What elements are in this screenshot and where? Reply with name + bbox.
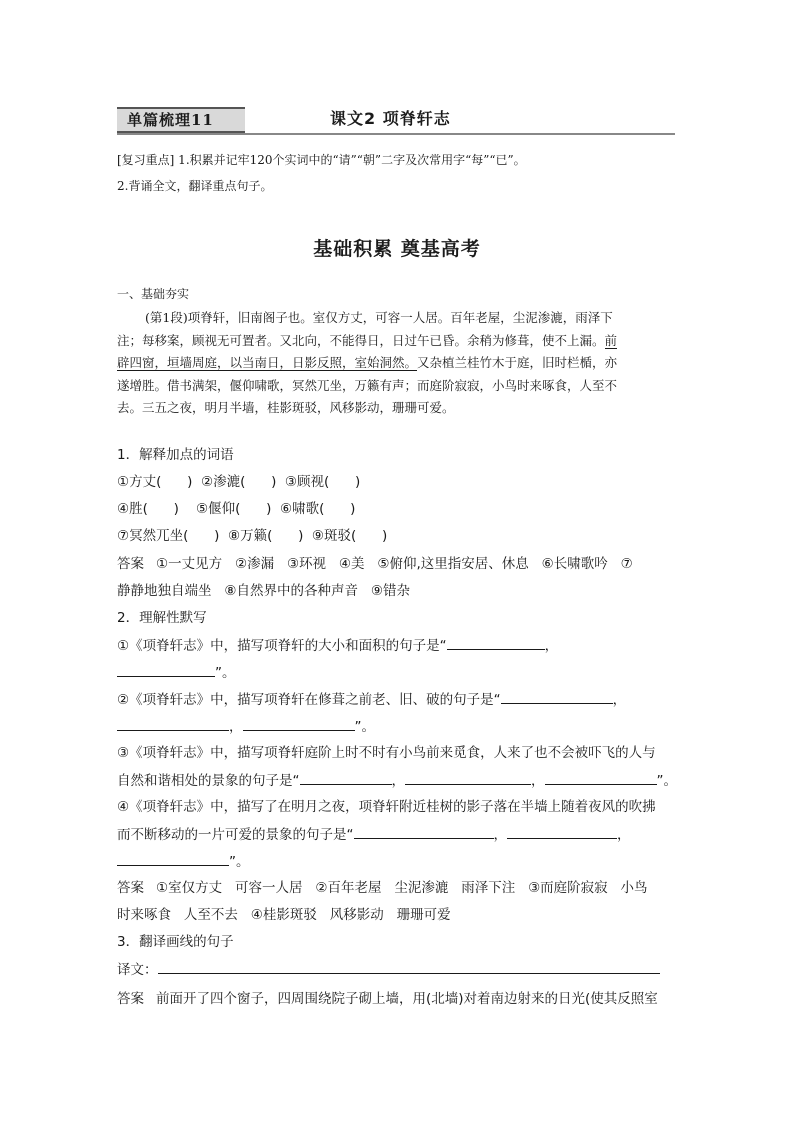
punctuation: ， bbox=[493, 827, 507, 843]
answer-blank[interactable] bbox=[243, 717, 355, 731]
question-2-item-4-cont bbox=[117, 825, 631, 844]
passage-line bbox=[117, 375, 678, 398]
answer-label: 答案 bbox=[117, 880, 144, 896]
question-1-title: 1．解释加点的词语 bbox=[117, 447, 234, 463]
punctuation: ”。 bbox=[656, 773, 677, 789]
punctuation: ， bbox=[612, 692, 627, 708]
prompt-text: ①《项脊轩志》中，描写项脊轩的大小和面积的句子是“ bbox=[117, 638, 447, 654]
answer-label: 答案 bbox=[117, 991, 144, 1007]
translation-row bbox=[117, 960, 660, 979]
answer-blank[interactable] bbox=[501, 690, 613, 704]
punctuation: ”。 bbox=[229, 854, 250, 870]
part-title: 一、基础夯实 bbox=[117, 287, 190, 301]
answer-blank[interactable] bbox=[545, 771, 657, 785]
underlined-sentence: 辟四窗，垣墙周庭，以当南日，日影反照，室始洞然。 bbox=[117, 355, 418, 370]
question-1-row: ⑦冥然兀坐( ) ⑧万籁( ) ⑨斑驳( ) bbox=[117, 528, 388, 544]
punctuation: ， bbox=[544, 638, 559, 654]
question-2-item-4-cont2 bbox=[117, 852, 250, 871]
passage-line bbox=[117, 397, 678, 420]
answer-text: ①室仅方丈 可容一人居 ②百年老屋 尘泥渗漉 雨泽下注 ③而庭阶寂寂 小鸟 bbox=[156, 880, 648, 896]
question-1-answer-cont: 静静地独自端坐 ⑧自然界中的各种声音 ⑨错杂 bbox=[117, 583, 410, 599]
passage-text: 遂增胜。借书满架，偃仰啸歌，冥然兀坐，万籁有声；而庭阶寂寂，小鸟时来啄食，人至不 bbox=[117, 377, 618, 393]
passage-text: (第1段)项脊轩，旧南阁子也。室仅方丈，可容一人居。百年老屋，尘泥渗漉，雨泽下 bbox=[145, 310, 613, 325]
question-2-item-1 bbox=[117, 636, 558, 655]
question-2-item-2-cont bbox=[117, 717, 375, 736]
section-title: 基础积累 奠基高考 bbox=[313, 238, 481, 260]
question-1-row: ④胜( ) ⑤偃仰( ) ⑥啸歌( ) bbox=[117, 501, 356, 517]
underlined-sentence: 前 bbox=[604, 332, 618, 348]
answer-blank[interactable] bbox=[117, 663, 215, 677]
punctuation: ， bbox=[531, 773, 545, 789]
answer-label: 答案 bbox=[117, 556, 144, 572]
answer-blank[interactable] bbox=[117, 852, 229, 866]
question-2-item-3-cont bbox=[117, 771, 677, 790]
question-2-item-3: ③《项脊轩志》中，描写项脊轩庭阶上时不时有小鸟前来觅食，人来了也不会被吓飞的人与 bbox=[117, 745, 656, 761]
answer-text: ①一丈见方 ②渗漏 ③环视 ④美 ⑤俯仰,这里指安居、休息 ⑥长啸歌吟 ⑦ bbox=[156, 556, 633, 572]
passage bbox=[117, 307, 678, 420]
question-2-item-2 bbox=[117, 690, 626, 709]
answer-blank[interactable] bbox=[117, 717, 229, 731]
prompt-text: 自然和谐相处的景象的句子是“ bbox=[117, 773, 300, 789]
answer-blank[interactable] bbox=[354, 825, 494, 839]
translation-label: 译文： bbox=[117, 962, 158, 978]
punctuation: ， bbox=[391, 773, 405, 789]
question-2-item-4: ④《项脊轩志》中，描写了在明月之夜，项脊轩附近桂树的影子落在半墙上随着夜风的吹拂 bbox=[117, 799, 656, 815]
prompt-text: ②《项脊轩志》中，描写项脊轩在修葺之前老、旧、破的句子是“ bbox=[117, 692, 501, 708]
review-points-line1: [复习重点] 1.积累并记牢120个实词中的“请”“朝”二字及次常用字“每”“已”。 bbox=[117, 153, 526, 167]
question-1-row: ①方丈( ) ②渗漉( ) ③顾视( ) bbox=[117, 474, 361, 490]
passage-text: 去。三五之夜，明月半墙，桂影斑驳，风移影动，珊珊可爱。 bbox=[117, 400, 455, 415]
question-2-answer-cont: 时来啄食 人至不去 ④桂影斑驳 风移影动 珊珊可爱 bbox=[117, 907, 451, 923]
header-rule bbox=[117, 133, 675, 135]
punctuation: ”。 bbox=[215, 665, 236, 681]
question-1-answer bbox=[117, 555, 633, 573]
passage-line bbox=[117, 352, 678, 375]
review-points-line2: 2.背诵全文，翻译重点句子。 bbox=[117, 179, 273, 193]
question-3-answer bbox=[117, 990, 658, 1008]
answer-blank[interactable] bbox=[300, 771, 392, 785]
punctuation: ， bbox=[617, 827, 631, 843]
punctuation: ， bbox=[229, 719, 243, 735]
passage-line bbox=[117, 307, 678, 330]
question-2-item-1-cont bbox=[117, 663, 236, 682]
prompt-text: 而不断移动的一片可爱的景象的句子是“ bbox=[117, 827, 354, 843]
question-3-title: 3．翻译画线的句子 bbox=[117, 934, 234, 950]
passage-text: 又杂植兰桂竹木于庭，旧时栏楯，亦 bbox=[417, 355, 618, 370]
section-tag: 单篇梳理11 bbox=[117, 107, 245, 133]
translation-blank[interactable] bbox=[158, 960, 660, 974]
passage-line bbox=[117, 330, 678, 353]
answer-text: 前面开了四个窗子，四周围绕院子砌上墙，用(北墙)对着南边射来的日光(使其反照室 bbox=[156, 991, 658, 1007]
question-2-answer bbox=[117, 879, 648, 897]
answer-blank[interactable] bbox=[405, 771, 531, 785]
punctuation: ”。 bbox=[354, 719, 375, 735]
question-2-title: 2．理解性默写 bbox=[117, 610, 207, 626]
passage-text: 注；每移案，顾视无可置者。又北向，不能得日，日过午已昏。余稍为修葺，使不上漏。 bbox=[117, 332, 605, 348]
lesson-title: 课文2 项脊轩志 bbox=[330, 109, 451, 128]
page-header bbox=[117, 105, 675, 135]
answer-blank[interactable] bbox=[507, 825, 617, 839]
answer-blank[interactable] bbox=[447, 636, 545, 650]
